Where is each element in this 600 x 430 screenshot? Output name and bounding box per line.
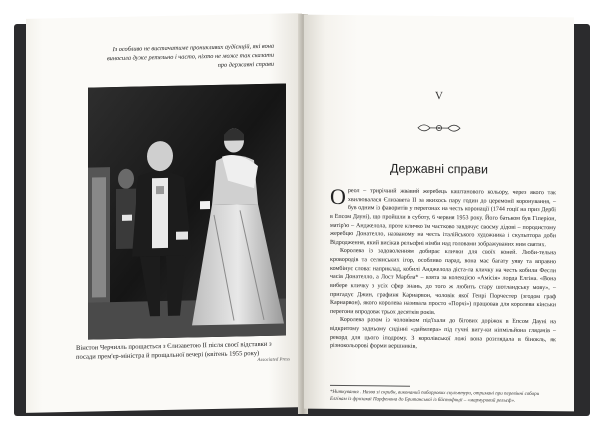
photograph (88, 83, 286, 339)
open-book (8, 14, 594, 420)
paragraph-2: Королева із задоволенням добирає клички для своїх коней. Люби-тельна кровородів та селянських ігор, особливо парад, вона має багату уяву та вправно комбінує слова: наприклад, кобилі Анджелола діста-ла кличку на честь кобили Фесли часів Донателло, а Лост Марбла* – взята за колекцією «Амісія» лорда Елгіна. «Вона вибере кличку з усіх сфер знань, до того ж любить стару шотландську мову», – пригадує Джин, графиня Карнарвон, чоловік якої Генрі Порчестер (згодом граф Карнарвон), якого королева називала просто «Порчі») працював для королеви кінськи перегони впродовж трьох десятків років. (330, 248, 556, 316)
photo-caption: Вінстон Черчилль прощається з Єлизаветою II після своєї відставки з посади прем'єр-міністра й прощальної вечері (квітень 1955 року) (76, 340, 272, 362)
footnote-rule (330, 385, 410, 386)
paragraph-1-text: реол – трирічний жвавий жеребець каштанового кольору, через якого так хвилювалася Єлизавета II за якихось пару годин до церемонії коронування, – був одним із фаворитів у перегонах на честь коронації (1744 гоції на приз Дербі в Епсом Дауні), що пройшли в суботу, 6 червня 1953 року. Його батьком був Гіперіон, матір'ю – Анджелола, проте кличко їм частково завдячує своєму дідові – породистому жеребцю Донателло, названому на честь італійського художника і скульптора доби Відродження, який висікав рельєфні німби над головами зображуваних ним святих. (330, 188, 556, 248)
footnote: *Ниткування . Назва зі скрибн, виконаний поборрових скульптури, отримані при перевінні собори Елгінам із фризакаї Парфенона до Британської із бйстофиції – «мармуровий рельєф». (330, 389, 540, 404)
paragraph-3: Королева разом із чоловіком під'їхали до бігових доріжок в Епсом Дауні на відкритому задньому сидінні «даймлера» під гучні вигу-ки ніпмільйона глядачів – рекорд для цього іподрому. З королівської ложі вона розглядала в бінокль, як різнокольорові форми вершників, (330, 317, 556, 351)
left-page (26, 13, 302, 413)
chapter-title: Державні справи (389, 161, 489, 177)
body-text (330, 183, 556, 353)
churchill-queen-photo (88, 83, 286, 339)
epigraph: Із особливо не вистачатиме проникливих аудієнцій, які вона виносила дуже ретельно і часто, ніхто не може так сказати про державні справи (106, 42, 274, 69)
right-page (304, 15, 574, 412)
paragraph-1 (330, 183, 556, 250)
photo-credit: Associated Press (257, 357, 290, 364)
drop-cap: О (330, 183, 346, 210)
chapter-number: V (435, 89, 443, 103)
ornament-icon (416, 122, 462, 134)
